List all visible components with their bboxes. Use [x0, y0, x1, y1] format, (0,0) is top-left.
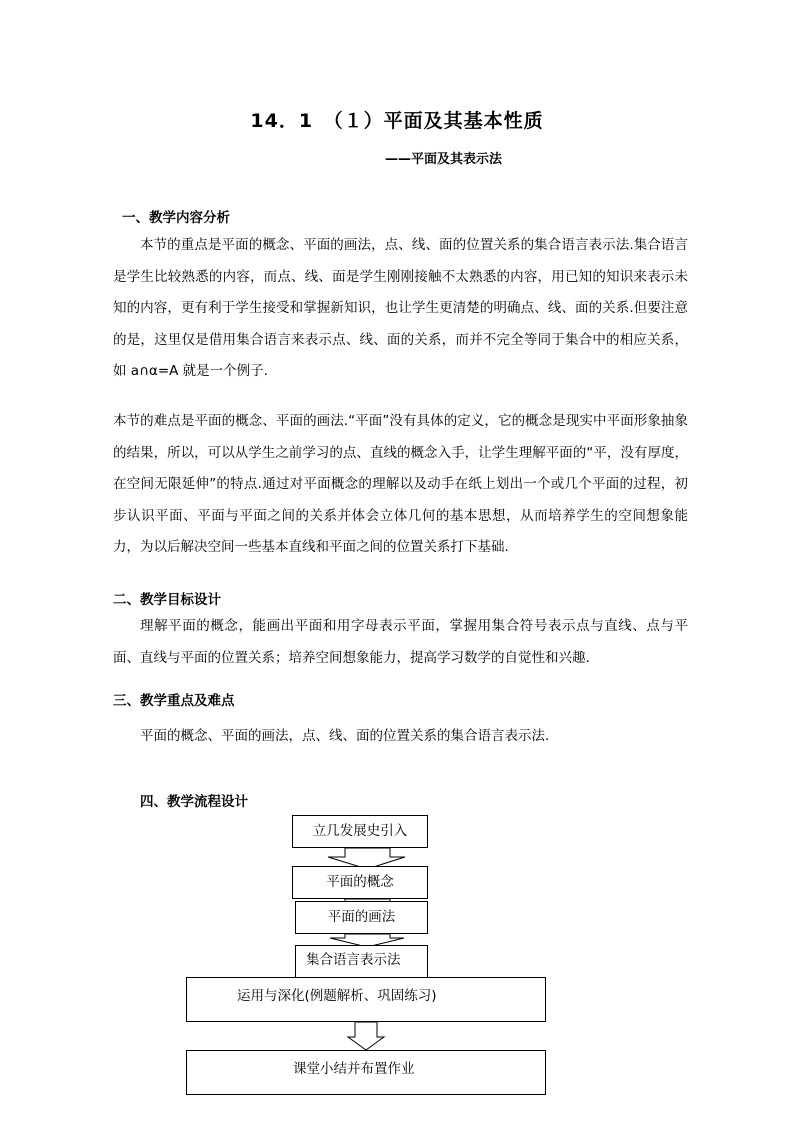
flow-step-set-notation: 集合语言表示法	[295, 945, 428, 978]
document-subtitle: ——平面及其表示法	[385, 152, 503, 167]
flow-step-history-intro: 立几发展史引入	[292, 815, 428, 848]
document-title: 14．1 （１）平面及其基本性质	[250, 110, 544, 132]
paragraph-difficulties: 本节的难点是平面的概念、平面的画法.“平面”没有具体的定义，它的概念是现实中平面形象抽象的结果，所以，可以从学生之前学习的点、直线的概念入手，让学生理解平面的“平，没有厚度，在空间无限延伸”的特点.通过对平面概念的理解以及动手在纸上划出一个或几个平面的过程，初步认识平面、平面与平面之间的关系并体会立体几何的基本思想，从而培养学生的空间想象能力，为以后解决空间一些基本直线和平面之间的位置关系打下基础.	[113, 413, 688, 555]
section-heading-objectives: 二、教学目标设计	[113, 592, 221, 608]
paragraph-key-difficult-points: 平面的概念、平面的画法，点、线、面的位置关系的集合语言表示法.	[140, 728, 550, 744]
paragraph-objectives: 理解平面的概念，能画出平面和用字母表示平面，掌握用集合符号表示点与直线、点与平面、直线与平面的位置关系；培养空间想象能力，提高学习数学的自觉性和兴趣.	[113, 618, 688, 666]
flow-step-application: 运用与深化(例题解析、巩固练习)	[186, 977, 546, 1022]
paragraph-key-points: 本节的重点是平面的概念、平面的画法，点、线、面的位置关系的集合语言表示法.集合语言是学生比较熟悉的内容，而点、线、面是学生刚刚接触不太熟悉的内容，用已知的知识来表示未知的内容，更有利于学生接受和掌握新知识，也让学生更清楚的明确点、线、面的关系.但要注意的是，这里仅是借用集合语言来表示点、线、面的关系，而并不完全等同于集合中的相应关系，如 a∩α=A 就是一个例子.	[113, 237, 688, 379]
flow-step-plane-drawing: 平面的画法	[295, 901, 428, 934]
flow-step-summary-homework: 课堂小结并布置作业	[186, 1050, 546, 1095]
section-heading-process-design: 四、教学流程设计	[140, 794, 248, 810]
section-heading-key-difficult-points: 三、教学重点及难点	[113, 693, 235, 709]
flow-step-plane-concept: 平面的概念	[292, 866, 428, 899]
flow-arrow-4	[348, 1022, 384, 1050]
section-heading-content-analysis: 一、教学内容分析	[122, 210, 230, 226]
